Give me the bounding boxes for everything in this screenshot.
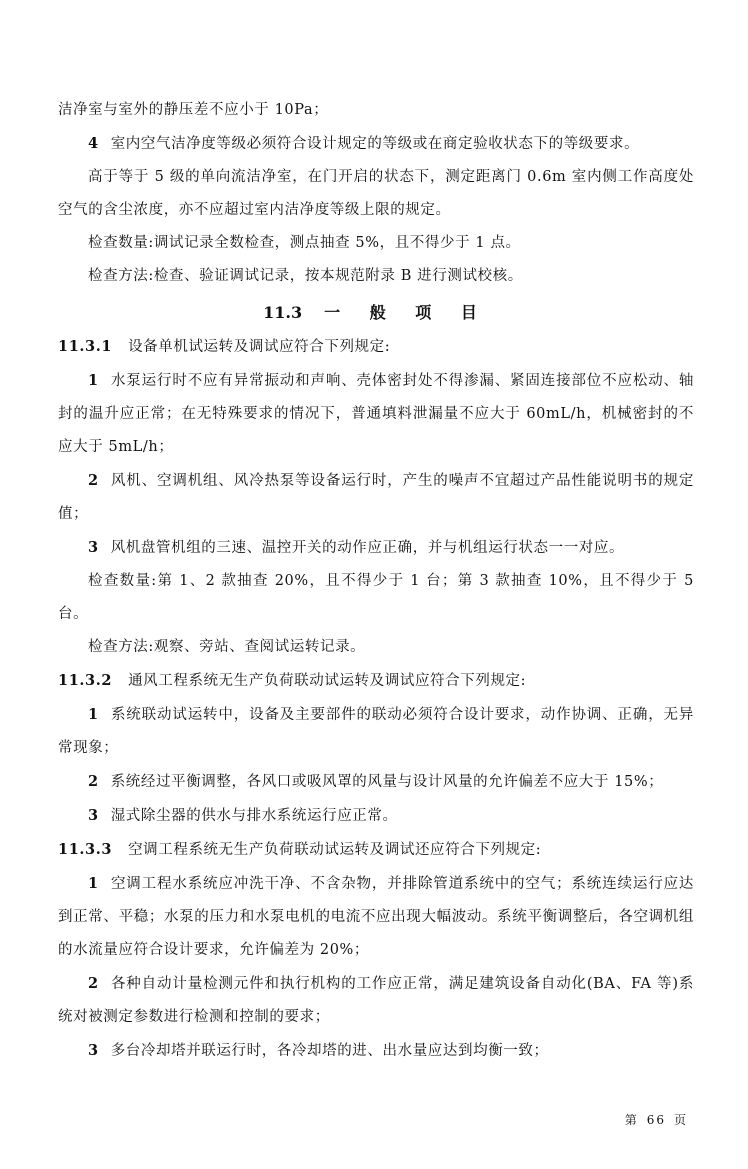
item-number: 2 [88,975,99,992]
page-prefix: 第 [624,1113,639,1127]
clause-number: 11.3.1 [58,338,113,355]
item-number: 1 [88,875,99,892]
list-item [58,464,694,531]
list-item [58,867,694,967]
page-footer [621,1111,692,1128]
clause-text: 空调工程系统无生产负荷联动试运转及调试还应符合下列规定: [128,842,542,858]
item-number: 3 [88,539,99,556]
clause-text: 通风工程系统无生产负荷联动试运转及调试应符合下列规定: [128,673,527,689]
item-number: 3 [88,807,99,824]
item-number: 2 [88,472,99,489]
clause [58,664,694,698]
list-item [58,967,694,1034]
inspection-method: 检查方法:检查、验证调试记录，按本规范附录 B 进行测试校核。 [88,268,523,284]
item-text: 室内空气洁净度等级必须符合设计规定的等级或在商定验收状态下的等级要求。 [110,136,640,152]
clause [58,833,694,867]
page-number: 66 [646,1113,666,1127]
list-item [58,364,694,464]
item-text: 各种自动计量检测元件和执行机构的工作应正常，满足建筑设备自动化(BA、FA 等)系统对被测定参数进行检测和控制的要求； [58,976,694,1025]
inspection-method: 检查方法:观察、旁站、查阅试运转记录。 [88,639,366,655]
page-suffix: 页 [673,1113,688,1127]
item-number: 2 [88,773,99,790]
page-content [58,94,694,1068]
list-item [58,1034,694,1068]
item-number: 3 [88,1042,99,1059]
item-number: 1 [88,706,99,723]
item-text: 空调工程水系统应冲洗干净、不含杂物，并排除管道系统中的空气；系统连续运行应达到正常、平稳；水泵的压力和水泵电机的电流不应出现大幅波动。系统平衡调整后，各空调机组的水流量应符合设计要求，允许偏差为 20%； [58,876,694,958]
item-number: 1 [88,372,99,389]
item-number: 4 [88,135,99,152]
paragraph: 高于等于 5 级的单向流洁净室，在门开启的状态下，测定距离门 0.6m 室内侧工作高度处空气的含尘浓度，亦不应超过室内洁净度等级上限的规定。 [58,169,694,218]
list-item [58,698,694,765]
clause-number: 11.3.2 [58,672,113,689]
paragraph: 洁净室与室外的静压差不应小于 10Pa； [58,102,329,118]
item-text: 系统经过平衡调整，各风口或吸风罩的风量与设计风量的允许偏差不应大于 15%； [110,774,664,790]
item-text: 系统联动试运转中，设备及主要部件的联动必须符合设计要求，动作协调、正确，无异常现象； [58,707,694,756]
inspection-quantity: 检查数量:第 1、2 款抽查 20%，且不得少于 1 台；第 3 款抽查 10%，且不得少于 5 台。 [58,573,694,622]
item-text: 风机、空调机组、风冷热泵等设备运行时，产生的噪声不宜超过产品性能说明书的规定值； [58,473,694,522]
clause-number: 11.3.3 [58,841,113,858]
list-item [58,765,694,799]
item-text: 湿式除尘器的供水与排水系统运行应正常。 [110,808,398,824]
clause [58,330,694,364]
section-number: 11.3 [263,303,303,322]
section-title: 一 般 项 目 [324,303,489,322]
clause-text: 设备单机试运转及调试应符合下列规定: [128,339,391,355]
item-text: 风机盘管机组的三速、温控开关的动作应正确，并与机组运行状态一一对应。 [110,540,625,556]
list-item [58,799,694,833]
item-text: 多台冷却塔并联运行时，各冷却塔的进、出水量应达到均衡一致； [110,1043,549,1059]
section-heading [58,296,694,329]
inspection-quantity: 检查数量:调试记录全数检查，测点抽查 5%，且不得少于 1 点。 [88,235,521,251]
item-text: 水泵运行时不应有异常振动和声响、壳体密封处不得渗漏、紧固连接部位不应松动、轴封的温升应正常；在无特殊要求的情况下，普通填料泄漏量不应大于 60mL/h，机械密封的不应大于 5mL/h； [58,373,694,455]
list-item [58,531,694,565]
list-item [58,127,694,161]
